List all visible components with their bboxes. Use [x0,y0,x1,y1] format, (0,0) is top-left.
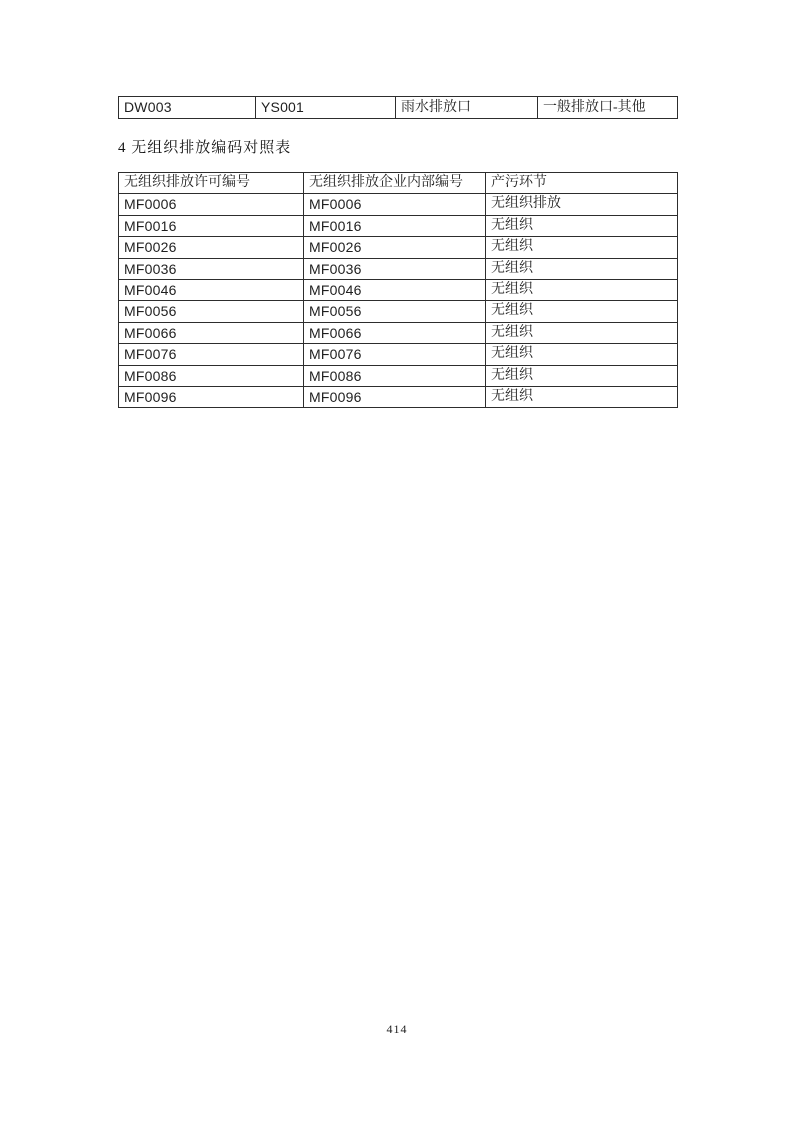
permit-code-cell: MF0056 [119,301,304,322]
pollution-stage-cell: 无组织 [486,215,678,236]
internal-code-cell: MF0076 [304,344,486,365]
table-row [119,322,678,343]
internal-code-cell: MF0046 [304,280,486,301]
table-row [119,365,678,386]
pollution-stage-cell: 无组织 [486,237,678,258]
pollution-stage-cell: 无组织 [486,322,678,343]
internal-code-cell: MF0016 [304,215,486,236]
permit-code-cell: MF0046 [119,280,304,301]
internal-code-cell: MF0066 [304,322,486,343]
pollution-stage-cell: 无组织排放 [486,194,678,215]
table-row [119,215,678,236]
table-row [119,237,678,258]
table-row [119,387,678,408]
pollution-stage-cell: 无组织 [486,387,678,408]
permit-code-cell: MF0016 [119,215,304,236]
table-row [119,301,678,322]
page-number: 414 [386,1022,408,1036]
fugitive-emission-code-table [118,172,678,408]
table-row [119,280,678,301]
outlet-code-table [118,96,678,119]
internal-code-cell: MF0086 [304,365,486,386]
permit-code-cell: MF0076 [119,344,304,365]
pollution-stage-cell: 无组织 [486,301,678,322]
outlet-type-cell: 一般排放口-其他 [538,97,678,119]
pollution-stage-cell: 无组织 [486,365,678,386]
internal-code-cell: MF0006 [304,194,486,215]
permit-code-cell: MF0066 [119,322,304,343]
section-heading: 4 无组织排放编码对照表 [118,140,292,156]
col-header-pollution-stage: 产污环节 [486,173,678,194]
internal-code-cell: MF0026 [304,237,486,258]
pollution-stage-cell: 无组织 [486,280,678,301]
col-header-internal-code: 无组织排放企业内部编号 [304,173,486,194]
outlet-internal-code-cell: YS001 [256,97,396,119]
permit-code-cell: MF0096 [119,387,304,408]
internal-code-cell: MF0096 [304,387,486,408]
pollution-stage-cell: 无组织 [486,344,678,365]
permit-code-cell: MF0086 [119,365,304,386]
internal-code-cell: MF0056 [304,301,486,322]
table-row [119,344,678,365]
outlet-permit-code-cell: DW003 [119,97,256,119]
col-header-permit-code: 无组织排放许可编号 [119,173,304,194]
pollution-stage-cell: 无组织 [486,258,678,279]
table-row [119,194,678,215]
internal-code-cell: MF0036 [304,258,486,279]
table-row [119,97,678,119]
table-row [119,258,678,279]
permit-code-cell: MF0006 [119,194,304,215]
outlet-name-cell: 雨水排放口 [396,97,538,119]
permit-code-cell: MF0026 [119,237,304,258]
permit-code-cell: MF0036 [119,258,304,279]
table-header-row [119,173,678,194]
